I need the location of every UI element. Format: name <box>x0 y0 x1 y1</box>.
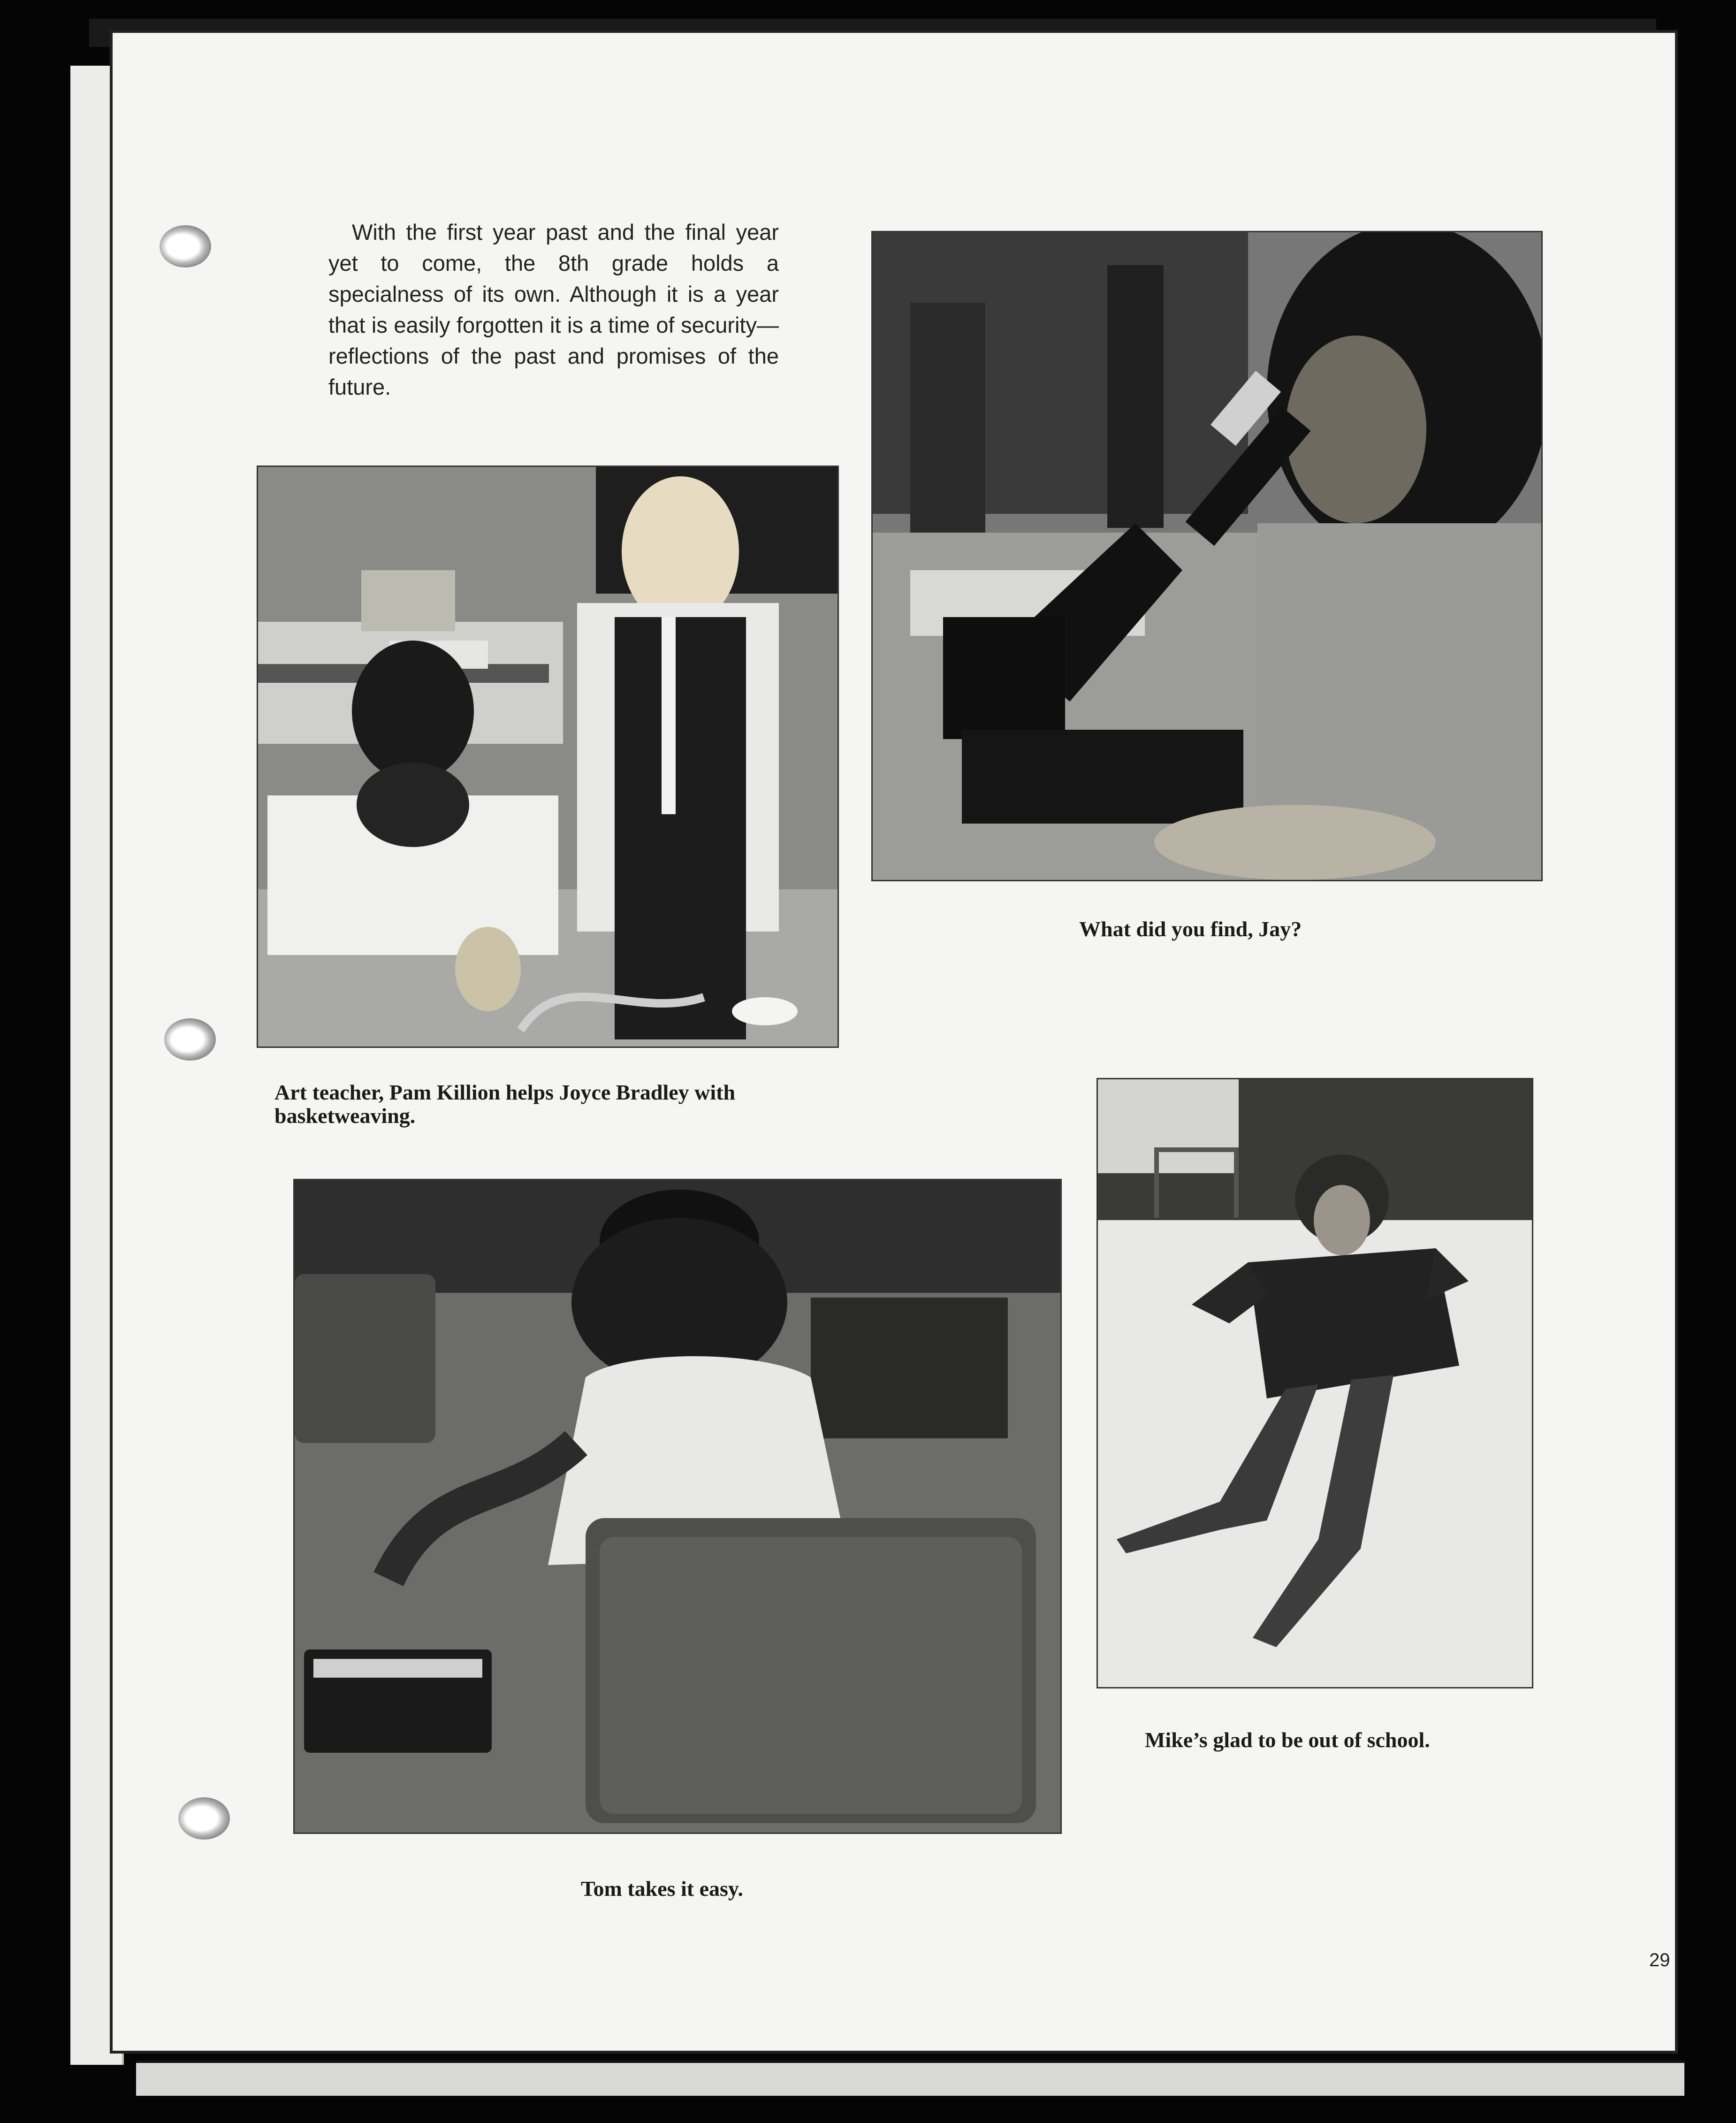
punch-hole-icon <box>160 225 211 267</box>
caption-art-teacher: Art teacher, Pam Killion helps Joyce Bradley with basketweaving. <box>274 1080 736 1128</box>
page-number: 29 <box>1649 1950 1670 1970</box>
punch-hole-icon <box>178 1797 230 1840</box>
photo-microscope <box>873 232 1541 880</box>
intro-paragraph: With the first year past and the final year yet to come, the 8th grade holds a specialness of its own. Although it is a year that is easily forgotten it is a time of security—reflections of the past and promises of the future. <box>328 220 779 399</box>
photo-radio <box>295 1180 1060 1833</box>
page-edge-bottom <box>136 2060 1684 2096</box>
photo-art-teacher <box>258 467 838 1046</box>
caption-radio: Tom takes it easy. <box>581 1877 743 1901</box>
photo-snow <box>1098 1079 1532 1687</box>
caption-microscope: What did you find, Jay? <box>1079 917 1302 941</box>
punch-hole-icon <box>164 1018 216 1061</box>
caption-snow: Mike’s glad to be out of school. <box>1145 1728 1430 1752</box>
